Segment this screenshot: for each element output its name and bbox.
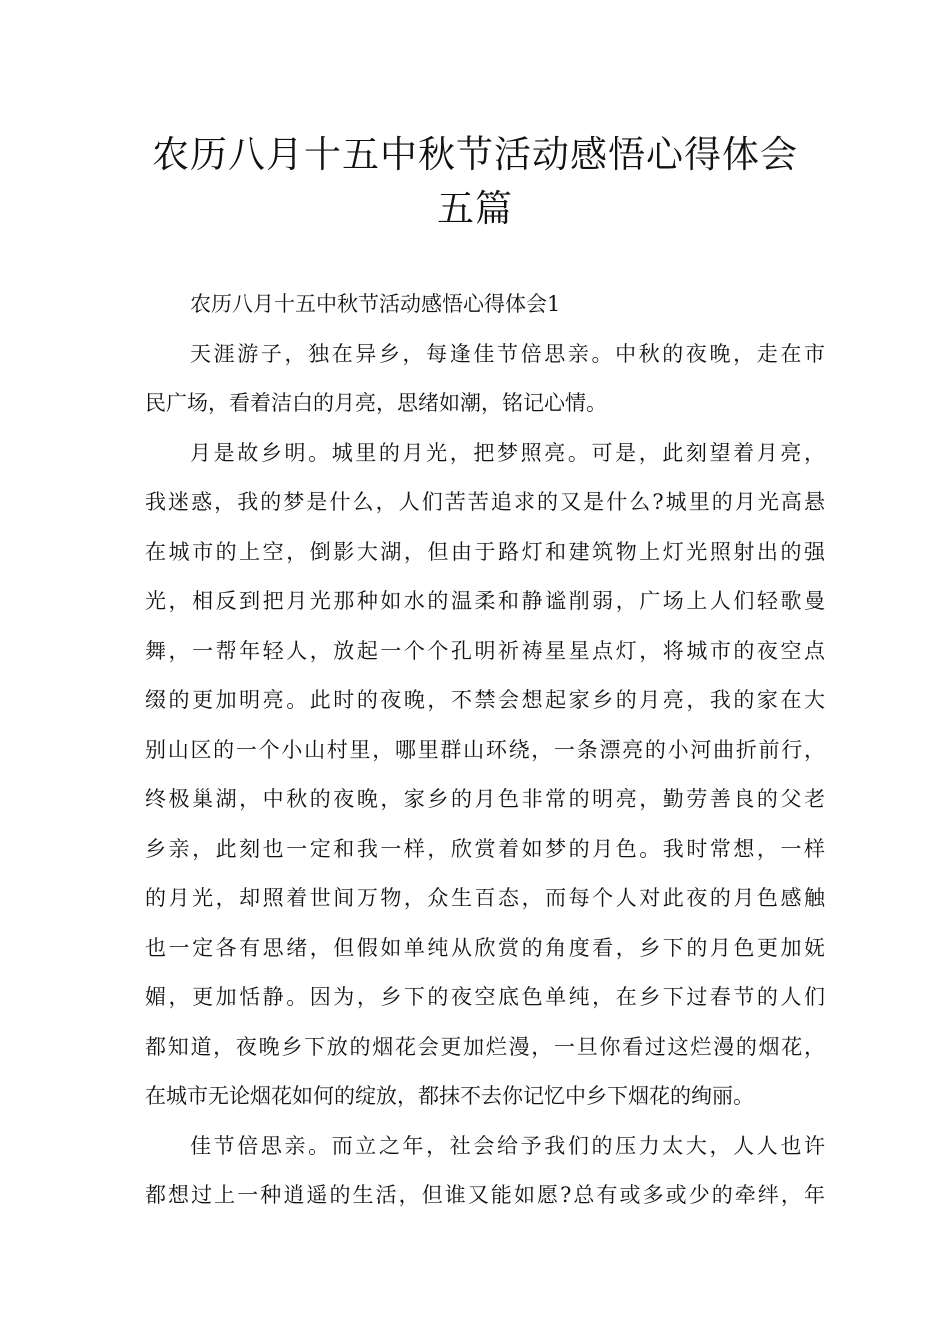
text-line: 舞，一帮年轻人，放起一个个孔明祈祷星星点灯，将城市的夜空点 [145,638,825,663]
text-line: 我迷惑，我的梦是什么，人们苦苦追求的又是什么?城里的月光高悬 [145,490,825,514]
text-line: 缀的更加明亮。此时的夜晚，不禁会想起家乡的月亮，我的家在大 [145,688,825,712]
text-line: 媚，更加恬静。因为，乡下的夜空底色单纯，在乡下过春节的人们 [145,985,825,1009]
text-line: 都想过上一种逍遥的生活，但谁又能如愿?总有或多或少的牵绊，年 [145,1183,825,1207]
text-line: 也一定各有思绪，但假如单纯从欣赏的角度看，乡下的月色更加妩 [145,935,825,960]
document-body [145,280,825,1221]
title-line-1: 农历八月十五中秋节活动感悟心得体会 [152,133,798,176]
text-line: 别山区的一个小山村里，哪里群山环绕，一条漂亮的小河曲折前行， [145,737,825,762]
document-title [120,128,830,236]
text-line: 的月光，却照着世间万物，众生百态，而每个人对此夜的月色感触 [145,886,825,910]
text-line: 乡亲，此刻也一定和我一样，欣赏着如梦的月色。我时常想，一样 [145,836,825,861]
text-line: 在城市无论烟花如何的绽放，都抹不去你记忆中乡下烟花的绚丽。 [145,1084,754,1108]
text-line: 终极巢湖，中秋的夜晚，家乡的月色非常的明亮，勤劳善良的父老 [145,787,825,811]
text-line: 民广场，看着洁白的月亮，思绪如潮，铭记心情。 [145,391,607,415]
title-line-2: 五篇 [437,187,513,230]
text-line: 光，相反到把月光那种如水的温柔和静谧削弱，广场上人们轻歌曼 [145,589,825,613]
text-line: 佳节倍思亲。而立之年，社会给予我们的压力太大，人人也许 [190,1133,825,1158]
text-line: 天涯游子，独在异乡，每逢佳节倍思亲。中秋的夜晚，走在市 [190,341,825,366]
text-line: 都知道，夜晚乡下放的烟花会更加烂漫，一旦你看过这烂漫的烟花， [145,1034,825,1059]
text-line: 农历八月十五中秋节活动感悟心得体会1 [190,292,561,316]
text-line: 在城市的上空，倒影大湖，但由于路灯和建筑物上灯光照射出的强 [145,539,825,564]
text-line: 月是故乡明。城里的月光，把梦照亮。可是，此刻望着月亮， [190,440,825,465]
